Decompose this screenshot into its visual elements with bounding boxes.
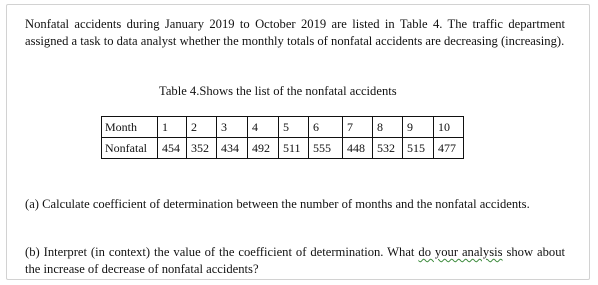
nonfatal-cell: 434 [217, 138, 248, 159]
month-cell: 8 [373, 117, 403, 138]
question-b-text-after: show about the increase of decrease of nonfatal accidents? [25, 245, 565, 276]
question-b [25, 244, 565, 277]
month-cell: 9 [403, 117, 434, 138]
grammar-flagged-phrase: do your analysis [418, 245, 503, 259]
month-cell: 4 [248, 117, 279, 138]
nonfatal-cell: 477 [434, 138, 464, 159]
accidents-table [101, 116, 464, 159]
intro-paragraph: Nonfatal accidents during January 2019 to October 2019 are listed in Table 4. The traffic department assigned a task to data analyst whether the monthly totals of nonfatal accidents are decreasing (increasing). [25, 17, 565, 48]
question-b-text-before: (b) Interpret (in context) the value of the coefficient of determination. What [25, 245, 419, 259]
month-cell: 7 [343, 117, 373, 138]
nonfatal-cell: 352 [187, 138, 217, 159]
nonfatal-cell: 492 [248, 138, 279, 159]
table-row [102, 117, 464, 138]
month-cell: 3 [217, 117, 248, 138]
nonfatal-cell: 448 [343, 138, 373, 159]
row-header-month: Month [102, 117, 158, 138]
month-cell: 2 [187, 117, 217, 138]
nonfatal-cell: 555 [309, 138, 343, 159]
table-row [102, 138, 464, 159]
nonfatal-cell: 515 [403, 138, 434, 159]
nonfatal-cell: 532 [373, 138, 403, 159]
month-cell: 6 [309, 117, 343, 138]
question-a: (a) Calculate coefficient of determination between the number of months and the nonfatal accidents. [25, 197, 530, 211]
row-header-nonfatal: Nonfatal [102, 138, 158, 159]
nonfatal-cell: 511 [279, 138, 309, 159]
table-caption: Table 4.Shows the list of the nonfatal accidents [159, 84, 397, 98]
month-cell: 1 [158, 117, 187, 138]
nonfatal-cell: 454 [158, 138, 187, 159]
month-cell: 5 [279, 117, 309, 138]
month-cell: 10 [434, 117, 464, 138]
